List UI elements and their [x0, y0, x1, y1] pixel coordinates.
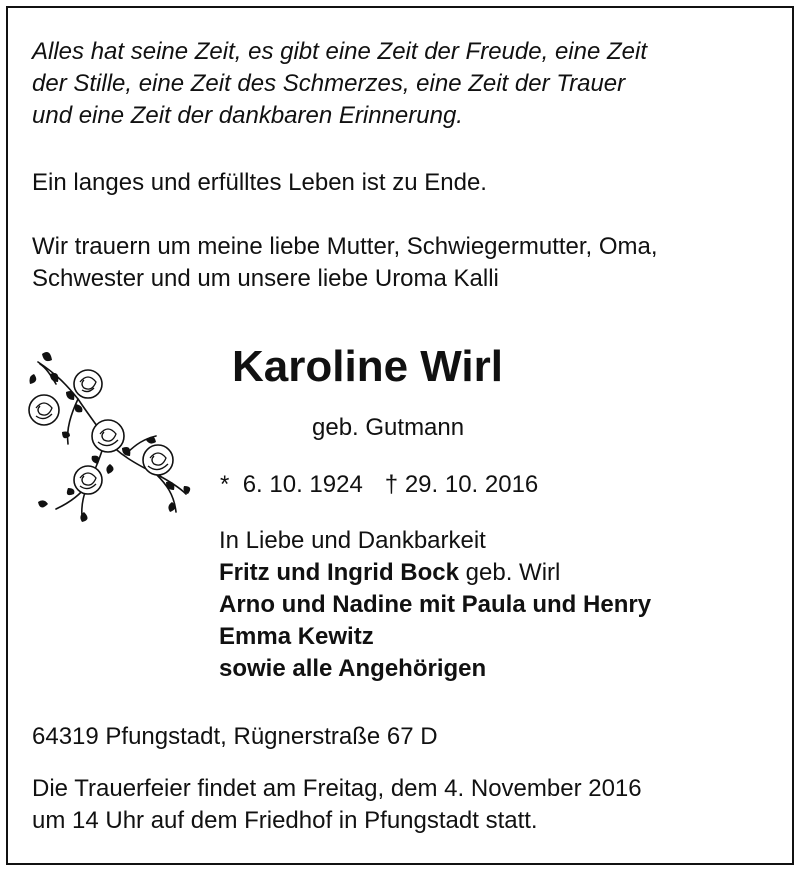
lead-text: Ein langes und erfülltes Leben ist zu Ende.	[32, 169, 487, 196]
family-entry-1-names: Fritz und Ingrid Bock	[219, 559, 459, 586]
death-cross-icon: †	[384, 471, 399, 498]
family-entry-2: Arno und Nadine mit Paula und Henry	[219, 591, 652, 618]
birth-date: 6. 10. 1924	[242, 471, 363, 498]
roses-branch-icon	[26, 344, 198, 534]
service-line-1: Die Trauerfeier findet am Freitag, dem 4. November 2016	[32, 775, 642, 802]
family-entry-1-suffix: geb. Wirl	[459, 559, 561, 586]
intro-quote-line-2: der Stille, eine Zeit des Schmerzes, eine Zeit der Trauer	[32, 70, 626, 97]
maiden-name: geb. Gutmann	[312, 414, 465, 441]
address: 64319 Pfungstadt, Rügnerstraße 67 D	[32, 723, 438, 750]
intro-quote-line-3: und eine Zeit der dankbaren Erinnerung.	[32, 102, 463, 129]
intro-quote-line-1: Alles hat seine Zeit, es gibt eine Zeit der Freude, eine Zeit	[32, 38, 647, 65]
mourning-line-1: Wir trauern um meine liebe Mutter, Schwiegermutter, Oma,	[32, 233, 658, 260]
family-entry-4: sowie alle Angehörigen	[219, 655, 487, 682]
family-entry-1	[219, 557, 560, 589]
deceased-name: Karoline Wirl	[232, 342, 503, 391]
mourning-line-2: Schwester und um unsere liebe Uroma Kalli	[32, 265, 499, 292]
family-entry-3: Emma Kewitz	[219, 623, 374, 650]
life-dates	[220, 469, 538, 501]
birth-star-icon: *	[220, 471, 230, 498]
service-line-2: um 14 Uhr auf dem Friedhof in Pfungstadt statt.	[32, 807, 538, 834]
death-date: 29. 10. 2016	[404, 471, 539, 498]
family-intro: In Liebe und Dankbarkeit	[219, 527, 486, 554]
